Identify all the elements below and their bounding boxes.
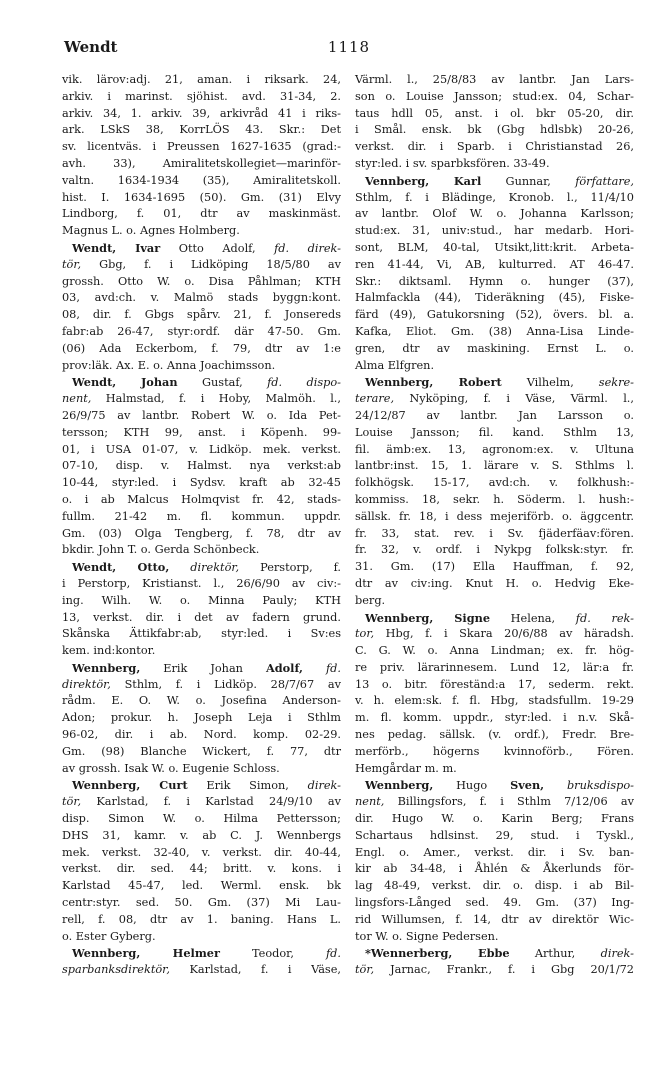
entry-name: Wendt, Johan bbox=[72, 375, 178, 390]
text-line bbox=[355, 761, 634, 778]
entry-text: 26/9/75 av lantbr. Robert W. o. Ida Pet- bbox=[62, 408, 341, 422]
entry-text: 31. Gm. (17) Ella Hauffman, f. 92, bbox=[355, 560, 634, 574]
entry-text: Halmfackla (44), Tideräkning (45), Fiske- bbox=[355, 291, 634, 305]
text-line bbox=[355, 878, 634, 895]
entry-text: Louise Jansson; fil. kand. Sthlm 13, bbox=[355, 425, 634, 439]
entry-name: Vennberg, Karl bbox=[365, 173, 482, 188]
entry-text: i Perstorp, Kristianst. l., 26/6/90 av civ:- bbox=[62, 576, 341, 590]
text-line bbox=[355, 660, 634, 677]
text-line bbox=[355, 173, 634, 190]
entry-text: fr. 33, stat. rev. i Sv. fjäderfäav:fören. bbox=[355, 526, 634, 540]
entry-text: 07-10, disp. v. Halmst. nya verkst:ab bbox=[62, 459, 341, 473]
text-line bbox=[62, 324, 341, 341]
text-line bbox=[355, 374, 634, 391]
entry-text: Erik Simon, bbox=[187, 779, 308, 793]
text-line bbox=[62, 139, 341, 156]
left-column bbox=[62, 72, 341, 1082]
entry-text: sv. licentväs. i Preussen 1627-1635 (grad:- bbox=[62, 140, 341, 154]
entry-text: valtn. 1634-1934 (35), Amiralitetskoll. bbox=[62, 173, 341, 187]
entry-title: direktör, bbox=[62, 677, 111, 691]
text-line bbox=[62, 391, 341, 408]
entry-text: 13 o. bitr. föreständ:a 17, sederm. rekt. bbox=[355, 677, 634, 691]
text-line bbox=[355, 475, 634, 492]
entry-text: tor W. o. Signe Pedersen. bbox=[355, 929, 499, 943]
entry-title: direktör, bbox=[190, 561, 240, 575]
text-line bbox=[62, 475, 341, 492]
entry-text: arkiv. i marinst. sjöhist. avd. 31-34, 2. bbox=[62, 89, 341, 103]
entry-text: verkst. dir. i Sparb. i Christianstad 26, bbox=[355, 140, 634, 154]
entry-name: Sven, bbox=[510, 778, 545, 793]
text-line bbox=[62, 744, 341, 761]
entry-text: Karlstad, f. i Karlstad 24/9/10 av bbox=[81, 795, 341, 809]
entry-text: Hugo bbox=[433, 779, 511, 793]
entry-text: centr:styr. sed. 50. Gm. (37) Mi Lau- bbox=[62, 896, 341, 910]
entry-text: ark. LSkS 38, KorrLÖS 43. Skr.: Det bbox=[62, 123, 341, 137]
text-line bbox=[355, 828, 634, 845]
entry-text: tersson; KTH 99, anst. i Köpenh. 99- bbox=[62, 425, 341, 439]
entry-text: kem. ind:kontor. bbox=[62, 644, 156, 658]
entry-title: fd. rek- bbox=[575, 611, 634, 625]
text-line bbox=[355, 122, 634, 139]
entry-text: rid Willumsen, f. 14, dtr av direktör Wic- bbox=[355, 912, 634, 926]
text-line bbox=[355, 693, 634, 710]
text-line bbox=[355, 677, 634, 694]
text-line bbox=[62, 190, 341, 207]
entry-text: Gm. (98) Blanche Wickert, f. 77, dtr bbox=[62, 744, 341, 758]
entry-name: Wennberg, Curt bbox=[72, 778, 188, 793]
entry-title: tor, bbox=[355, 627, 375, 641]
entry-text: Erik Johan bbox=[140, 661, 266, 675]
text-line bbox=[62, 593, 341, 610]
running-headword: Wendt bbox=[64, 38, 118, 56]
entry-text: Engl. o. Amer., verkst. dir. i Sv. ban- bbox=[355, 845, 634, 859]
text-line bbox=[355, 559, 634, 576]
text-line bbox=[62, 122, 341, 139]
entry-text bbox=[303, 662, 326, 675]
text-line bbox=[62, 542, 341, 559]
text-line bbox=[355, 190, 634, 207]
text-line bbox=[355, 257, 634, 274]
entry-title: sekre- bbox=[598, 376, 634, 390]
text-line bbox=[355, 358, 634, 375]
entry-text: Gm. (03) Olga Tengberg, f. 78, dtr av bbox=[62, 526, 341, 540]
entry-text: v. h. elem:sk. f. fl. Hbg, stadsfullm. 19-29 bbox=[355, 694, 634, 708]
text-line bbox=[62, 307, 341, 324]
text-line bbox=[355, 274, 634, 291]
entry-text: ing. Wilh. W. o. Minna Pauly; KTH bbox=[62, 593, 341, 607]
entry-text: av grossh. Isak W. o. Eugenie Schloss. bbox=[62, 761, 280, 775]
text-line bbox=[62, 526, 341, 543]
text-line bbox=[355, 777, 634, 794]
text-line bbox=[355, 106, 634, 123]
page-number: 1118 bbox=[327, 38, 371, 56]
text-line bbox=[62, 693, 341, 710]
entry-text: arkiv. 34, 1. arkiv. 39, arkivråd 41 i riks- bbox=[62, 106, 341, 120]
text-line bbox=[62, 962, 341, 979]
text-line bbox=[62, 761, 341, 778]
entry-text: fil. ämb:ex. 13, agronom:ex. v. Ultuna bbox=[355, 442, 634, 456]
text-line bbox=[355, 945, 634, 962]
entry-text: Lindborg, f. 01, dtr av maskinmäst. bbox=[62, 207, 341, 221]
text-line bbox=[62, 290, 341, 307]
text-line bbox=[355, 626, 634, 643]
entry-text: son o. Louise Jansson; stud:ex. 04, Schar- bbox=[355, 89, 634, 103]
entry-name: Wennberg, Helmer bbox=[72, 946, 220, 961]
entry-text: färd (49), Gatukorsning (52), övers. bl. a. bbox=[355, 308, 634, 322]
text-line bbox=[355, 156, 634, 173]
text-line bbox=[355, 206, 634, 223]
entry-name: Adolf, bbox=[265, 660, 303, 675]
entry-name: *Wennerberg, Ebbe bbox=[365, 946, 510, 961]
text-line bbox=[355, 895, 634, 912]
text-line bbox=[355, 324, 634, 341]
entry-title: bruksdispo- bbox=[566, 779, 634, 793]
entry-text: Karlstad 45-47, led. Werml. ensk. bk bbox=[62, 879, 341, 893]
entry-title: tör, bbox=[355, 963, 375, 977]
entry-text: Hemgårdar m. m. bbox=[355, 761, 457, 775]
entry-text: rell, f. 08, dtr av 1. baning. Hans L. bbox=[62, 912, 341, 926]
text-line bbox=[62, 828, 341, 845]
text-line bbox=[62, 257, 341, 274]
text-line bbox=[355, 391, 634, 408]
entry-text: av lantbr. Olof W. o. Johanna Karlsson; bbox=[355, 207, 634, 221]
entry-text: rådm. E. O. W. o. Josefina Anderson- bbox=[62, 694, 341, 708]
entry-text: mek. verkst. 32-40, v. verkst. dir. 40-44, bbox=[62, 845, 341, 859]
text-line bbox=[62, 643, 341, 660]
entry-text: o. Ester Gyberg. bbox=[62, 929, 156, 943]
entry-text: 13, verkst. dir. i det av fadern grund. bbox=[62, 610, 341, 624]
text-line bbox=[62, 458, 341, 475]
entry-text: verkst. dir. sed. 44; britt. v. kons. i bbox=[62, 862, 341, 876]
text-line bbox=[62, 374, 341, 391]
page-header bbox=[64, 38, 634, 60]
entry-text: DHS 31, kamr. v. ab C. J. Wennbergs bbox=[62, 828, 341, 842]
text-line bbox=[355, 912, 634, 929]
text-line bbox=[355, 794, 634, 811]
entry-text: lingsfors-Långed sed. 49. Gm. (37) Ing- bbox=[355, 896, 634, 910]
entry-text: nes pedag. sällsk. (v. ordf.), Fredr. Bre- bbox=[355, 728, 634, 742]
text-line bbox=[355, 492, 634, 509]
text-line bbox=[355, 811, 634, 828]
text-line bbox=[355, 307, 634, 324]
text-line bbox=[62, 811, 341, 828]
text-line bbox=[355, 929, 634, 946]
text-line bbox=[355, 727, 634, 744]
text-line bbox=[62, 895, 341, 912]
text-line bbox=[62, 72, 341, 89]
text-line bbox=[62, 358, 341, 375]
entry-text: berg. bbox=[355, 593, 386, 607]
entry-title: nent, bbox=[355, 795, 385, 809]
entry-text: Skr.: diktsaml. Hymn o. hunger (37), bbox=[355, 274, 634, 288]
text-line bbox=[355, 744, 634, 761]
entry-text: 96-02, dir. i ab. Nord. komp. 02-29. bbox=[62, 728, 341, 742]
text-line bbox=[62, 861, 341, 878]
entry-text: avh. 33), Amiralitetskollegiet—marinför- bbox=[62, 156, 341, 170]
entry-text: taus hdll 05, anst. i ol. bkr 05-20, dir. bbox=[355, 106, 634, 120]
text-line bbox=[62, 845, 341, 862]
text-line bbox=[355, 643, 634, 660]
entry-text: Schartaus hdlsinst. 29, stud. i Tyskl., bbox=[355, 828, 634, 842]
text-line bbox=[355, 89, 634, 106]
entry-text: Halmstad, f. i Hoby, Malmöh. l., bbox=[91, 392, 341, 406]
text-line bbox=[62, 106, 341, 123]
text-line bbox=[355, 962, 634, 979]
entry-text: Jarnac, Frankr., f. i Gbg 20/1/72 bbox=[374, 963, 634, 977]
entry-title: tör, bbox=[62, 795, 82, 809]
text-line bbox=[62, 660, 341, 677]
entry-text: styr:led. i sv. sparbksfören. 33-49. bbox=[355, 156, 550, 170]
entry-text: vik. lärov:adj. 21, aman. i riksark. 24, bbox=[62, 73, 341, 86]
entry-text bbox=[169, 561, 190, 574]
text-line bbox=[355, 576, 634, 593]
text-line bbox=[355, 240, 634, 257]
text-line bbox=[62, 559, 341, 576]
text-line bbox=[355, 710, 634, 727]
entry-text bbox=[544, 779, 567, 792]
entry-text: kir ab 34-48, i Åhlén & Åkerlunds för- bbox=[355, 862, 634, 876]
text-line bbox=[62, 341, 341, 358]
entry-text: Nyköping, f. i Väse, Värml. l., bbox=[394, 392, 634, 406]
text-line bbox=[355, 223, 634, 240]
text-line bbox=[62, 878, 341, 895]
text-line bbox=[62, 727, 341, 744]
entry-text: dir. Hugo W. o. Karin Berg; Frans bbox=[355, 812, 634, 826]
entry-text: Gustaf, bbox=[177, 376, 268, 390]
text-line bbox=[62, 929, 341, 946]
entry-name: Wennberg, Robert bbox=[365, 375, 502, 390]
entry-title: fd. dispo- bbox=[267, 376, 341, 390]
entry-text: sällsk. fr. 18, i dess mejeriförb. o. äggcentr. bbox=[355, 509, 634, 523]
entry-text: Värml. l., 25/8/83 av lantbr. Jan Lars- bbox=[355, 73, 634, 86]
entry-text: Vilhelm, bbox=[501, 376, 599, 390]
text-line bbox=[355, 509, 634, 526]
entry-text: fullm. 21-42 m. fl. kommun. uppdr. bbox=[62, 509, 341, 523]
entry-text: Gbg, f. i Lidköping 18/5/80 av bbox=[81, 257, 341, 271]
entry-text: ren 41-44, Vi, AB, kulturred. AT 46-47. bbox=[355, 257, 634, 271]
text-columns bbox=[62, 72, 634, 1082]
entry-text: hist. I. 1634-1695 (50). Gm. (31) Elvy bbox=[62, 190, 341, 204]
entry-text: Perstorp, f. bbox=[239, 561, 341, 575]
entry-text: Adon; prokur. h. Joseph Leja i Sthlm bbox=[62, 711, 341, 725]
entry-text: sont, BLM, 40-tal, Utsikt,litt:krit. Arbeta- bbox=[355, 240, 634, 254]
entry-text: 24/12/87 av lantbr. Jan Larsson o. bbox=[355, 408, 634, 422]
text-line bbox=[62, 912, 341, 929]
entry-title: fd. bbox=[326, 947, 342, 961]
text-line bbox=[355, 861, 634, 878]
entry-text: 01, i USA 01-07, v. Lidköp. mek. verkst. bbox=[62, 442, 341, 456]
entry-name: Wennberg, bbox=[365, 778, 434, 793]
text-line bbox=[62, 677, 341, 694]
entry-text: Billingsfors, f. i Sthlm 7/12/06 av bbox=[384, 795, 634, 809]
text-line bbox=[355, 72, 634, 89]
entry-text: fr. 32, v. ordf. i Nykpg folksk:styr. fr. bbox=[355, 543, 634, 557]
entry-title: nent, bbox=[62, 392, 92, 406]
entry-text: Arthur, bbox=[509, 947, 601, 961]
entry-text: stud:ex. 31, univ:stud., har medarb. Hori- bbox=[355, 224, 634, 238]
text-line bbox=[62, 710, 341, 727]
entry-text: prov:läk. Ax. E. o. Anna Joachimsson. bbox=[62, 358, 276, 372]
right-column bbox=[355, 72, 634, 1082]
entry-title: sparbanksdirektör, bbox=[62, 963, 170, 977]
text-line bbox=[62, 223, 341, 240]
entry-text: 10-44, styr:led. i Sydsv. kraft ab 32-45 bbox=[62, 476, 341, 490]
entry-text: Gunnar, bbox=[481, 174, 576, 188]
text-line bbox=[62, 408, 341, 425]
entry-text: dtr av civ:ing. Knut H. o. Hedvig Eke- bbox=[355, 576, 634, 590]
entry-text: Magnus L. o. Agnes Holmberg. bbox=[62, 224, 240, 238]
text-line bbox=[62, 156, 341, 173]
entry-text: C. G. W. o. Anna Lindman; ex. fr. hög- bbox=[355, 644, 634, 658]
entry-title: direk- bbox=[307, 779, 341, 793]
entry-text: merförb., högerns kvinnoförb., Fören. bbox=[355, 744, 634, 758]
entry-text: re priv. lärarinnesem. Lund 12, lär:a fr. bbox=[355, 660, 634, 674]
text-line bbox=[62, 492, 341, 509]
entry-text: Karlstad, f. i Väse, bbox=[169, 963, 341, 977]
entry-text: m. fl. komm. uppdr., styr:led. i n.v. Skå- bbox=[355, 711, 634, 725]
entry-text: Teodor, bbox=[219, 947, 326, 961]
entry-text: kommiss. 18, sekr. h. Söderm. l. hush:- bbox=[355, 492, 634, 506]
entry-text: (06) Ada Eckerbom, f. 79, dtr av 1:e bbox=[62, 341, 341, 355]
entry-text: Helena, bbox=[490, 611, 576, 625]
entry-title: fd. direk- bbox=[274, 241, 341, 255]
text-line bbox=[62, 425, 341, 442]
text-line bbox=[62, 794, 341, 811]
entry-name: Wendt, Otto, bbox=[72, 560, 170, 575]
entry-text: 03, avd:ch. v. Malmö stads byggn:kont. bbox=[62, 291, 341, 305]
entry-text: Skånska Ättikfabr:ab, styr:led. i Sv:es bbox=[62, 627, 341, 641]
entry-text: disp. Simon W. o. Hilma Pettersson; bbox=[62, 812, 341, 826]
entry-text: gren, dtr av maskining. Ernst L. o. bbox=[355, 341, 634, 355]
entry-text: Otto Adolf, bbox=[160, 241, 275, 255]
text-line bbox=[62, 89, 341, 106]
entry-title: fd. bbox=[326, 661, 342, 675]
entry-name: Wendt, Ivar bbox=[72, 240, 161, 255]
text-line bbox=[355, 845, 634, 862]
text-line bbox=[62, 945, 341, 962]
text-line bbox=[62, 576, 341, 593]
text-line bbox=[355, 139, 634, 156]
text-line bbox=[62, 777, 341, 794]
text-line bbox=[62, 206, 341, 223]
entry-text: Kafka, Eliot. Gm. (38) Anna-Lisa Linde- bbox=[355, 324, 634, 338]
text-line bbox=[355, 526, 634, 543]
entry-name: Wennberg, bbox=[72, 660, 141, 675]
entry-text: Sthlm, f. i Lidköp. 28/7/67 av bbox=[110, 677, 341, 691]
text-line bbox=[62, 509, 341, 526]
entry-text: lantbr:inst. 15, 1. lärare v. S. Sthlms l. bbox=[355, 459, 634, 473]
text-line bbox=[62, 626, 341, 643]
entry-name: Wennberg, Signe bbox=[365, 610, 491, 625]
entry-text: 08, dir. f. Gbgs spårv. 21, f. Jonsereds bbox=[62, 308, 341, 322]
entry-text: Sthlm, f. i Blädinge, Kronob. l., 11/4/10 bbox=[355, 190, 634, 204]
entry-title: tör, bbox=[62, 257, 82, 271]
entry-text: fabr:ab 26-47, styr:ordf. där 47-50. Gm. bbox=[62, 324, 341, 338]
entry-text: o. i ab Malcus Holmqvist fr. 42, stads- bbox=[62, 492, 341, 506]
text-line bbox=[62, 610, 341, 627]
text-line bbox=[62, 173, 341, 190]
entry-text: lag 48-49, verkst. dir. o. disp. i ab Bil- bbox=[355, 879, 634, 893]
text-line bbox=[355, 442, 634, 459]
entry-text: grossh. Otto W. o. Disa Påhlman; KTH bbox=[62, 274, 341, 288]
entry-text: Alma Elfgren. bbox=[355, 358, 435, 372]
text-line bbox=[355, 593, 634, 610]
text-line bbox=[62, 274, 341, 291]
text-line bbox=[62, 240, 341, 257]
text-line bbox=[355, 408, 634, 425]
text-line bbox=[355, 542, 634, 559]
entry-title: terare, bbox=[355, 392, 395, 406]
entry-title: författare, bbox=[575, 174, 634, 188]
entry-title: direk- bbox=[600, 947, 634, 961]
text-line bbox=[355, 610, 634, 627]
entry-text: i Smål. ensk. bk (Gbg hdlsbk) 20-26, bbox=[355, 123, 634, 137]
text-line bbox=[355, 458, 634, 475]
text-line bbox=[355, 290, 634, 307]
entry-text: Hbg, f. i Skara 20/6/88 av häradsh. bbox=[374, 627, 634, 641]
text-line bbox=[355, 341, 634, 358]
text-line bbox=[62, 442, 341, 459]
text-line bbox=[355, 425, 634, 442]
entry-text: folkhögsk. 15-17, avd:ch. v. folkhush:- bbox=[355, 476, 634, 490]
entry-text: bkdir. John T. o. Gerda Schönbeck. bbox=[62, 543, 260, 557]
